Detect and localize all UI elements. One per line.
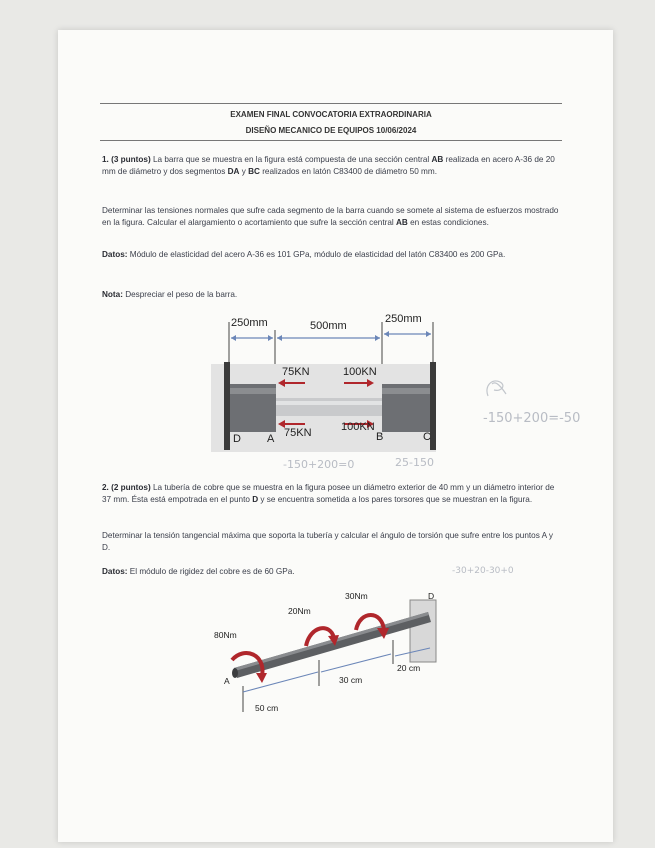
dim-500: 500mm	[310, 320, 347, 332]
q2-number: 2. (2 puntos)	[102, 483, 151, 492]
dim-20cm: 20 cm	[397, 663, 421, 673]
point-a: A	[267, 433, 275, 445]
point-d-label: D	[428, 591, 435, 601]
dim-50cm: 50 cm	[255, 703, 279, 713]
hand-note-2: -150+200=0	[283, 458, 355, 471]
dim-30cm: 30 cm	[339, 675, 363, 685]
point-c: C	[423, 431, 431, 443]
torque-label-30: 30Nm	[345, 591, 368, 601]
torque-label-80: 80Nm	[214, 630, 237, 640]
point-a-label: A	[224, 676, 230, 686]
q2-statement: 2. (2 puntos) La tubería de cobre que se muestra en la figura posee un diámetro exterior de 40 mm y un diámetro interior de 37 mm. Ésta está empotrada en el punto D y se encuentra sometida a los pares torsores que se muestran en la figura.	[102, 483, 555, 504]
hand-note-4: -30+20-30+0	[452, 566, 514, 576]
dim-250-left: 250mm	[231, 317, 268, 329]
q1-number: 1. (3 puntos)	[102, 155, 151, 164]
q1-data: Datos: Módulo de elasticidad del acero A-36 es 101 GPa, módulo de elasticidad del latón C83400 es 200 GPa.	[102, 250, 506, 259]
dim-250-right: 250mm	[385, 313, 422, 325]
exam-title: EXAMEN FINAL CONVOCATORIA EXTRAORDINARIA	[230, 110, 432, 119]
force-label-100-top: 100KN	[343, 366, 377, 378]
q1-task: Determinar las tensiones normales que sufre cada segmento de la barra cuando se somete al sistema de esfuerzos mostrado en la figura. Calcular el alargamiento o acortamiento que sufre la sección central AB en estas condiciones.	[102, 206, 559, 227]
force-label-75-top: 75KN	[282, 366, 310, 378]
force-label-75-bottom: 75KN	[284, 427, 312, 439]
hand-note-1: -150+200=-50	[483, 411, 581, 426]
fixed-wall-d	[410, 600, 436, 662]
q1-note: Nota: Despreciar el peso de la barra.	[102, 290, 238, 299]
point-b: B	[376, 431, 384, 443]
q1-statement: 1. (3 puntos) La barra que se muestra en la figura está compuesta de una sección central AB realizada en acero A-36 de 20 mm de diámetro y dos segmentos DA y BC realizados en latón C83400 de diámetro 50 mm.	[102, 155, 555, 176]
q2-task: Determinar la tensión tangencial máxima que soporta la tubería y calcular el ángulo de torsión que sufre entre los puntos A y D.	[102, 531, 554, 552]
exam-subtitle: DISEÑO MECANICO DE EQUIPOS 10/06/2024	[245, 126, 417, 135]
torque-label-20: 20Nm	[288, 606, 311, 616]
hand-note-3: 25-150	[395, 456, 434, 469]
point-d: D	[233, 433, 241, 445]
q2-data: Datos: El módulo de rigidez del cobre es de 60 GPa.	[102, 567, 295, 576]
force-label-100-bottom: 100KN	[341, 421, 375, 433]
